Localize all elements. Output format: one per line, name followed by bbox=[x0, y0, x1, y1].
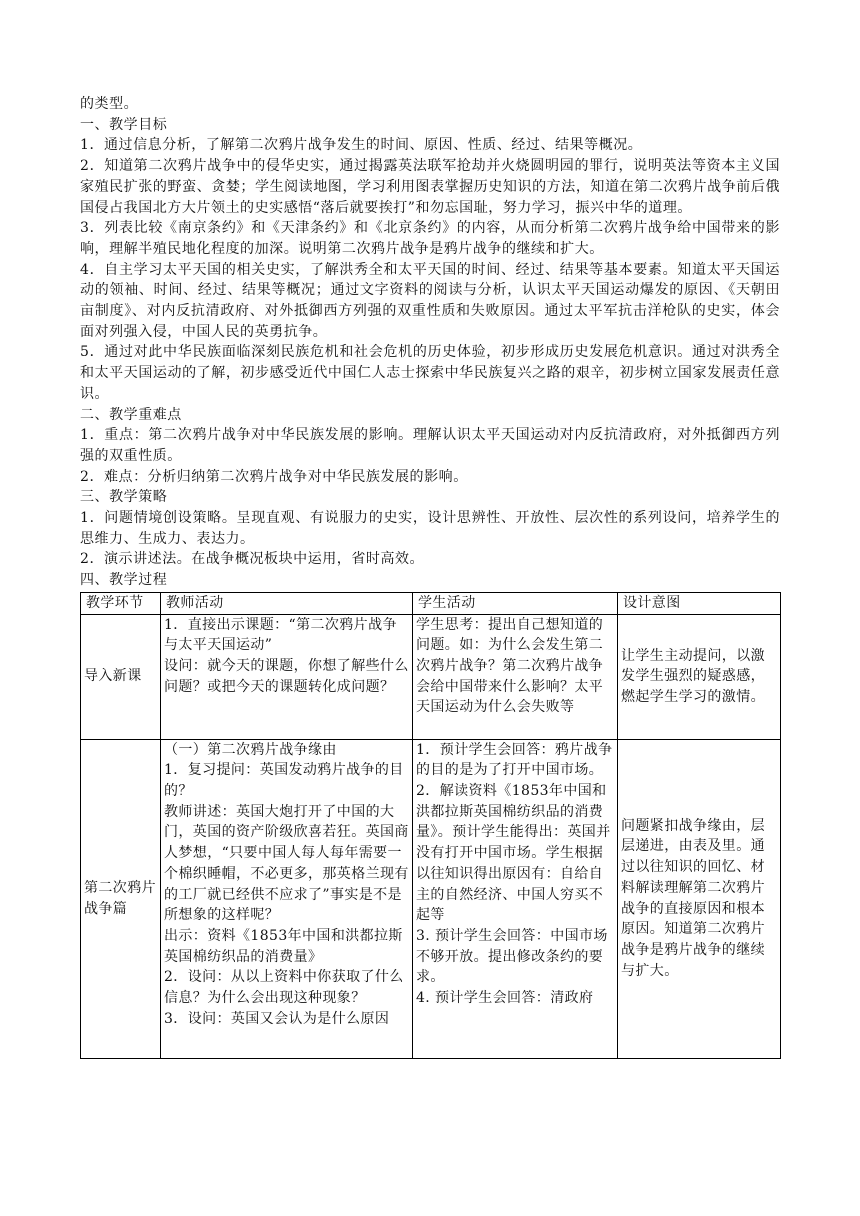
paragraph: 2．知道第二次鸦片战争中的侵华史实，通过揭露英法联军抢劫并火烧圆明园的罪行，说明英法等资本主义国家殖民扩张的野蛮、贪婪；学生阅读地图，学习利用图表掌握历史知识的方法，知道在第二次鸦片战争前后俄国侵占我国北方大片领土的史实感悟“落后就要挨打”和勿忘国耻，努力学习，振兴中华的道理。 bbox=[80, 158, 780, 216]
cell-teacher: （一）第二次鸦片战争缘由 1．复习提问：英国发动鸦片战争的目的？ 教师讲述：英国大炮打开了中国的大门，英国的资产阶级欣喜若狂。英国商人梦想，“只要中国人每人每年需要一个棉织睡帽，不必更多，那英格兰现有的工厂就已经供不应求了”事实是不是所想象的这样呢？ 出示：资料《1853年中国和洪都拉斯英国棉纺织品的消费量》 2．设问：从以上资料中你获取了什么信息？为什么会出现这种现象？ 3．设问：英国又会认为是什么原因 bbox=[161, 739, 413, 1058]
paragraph: 4．自主学习太平天国的相关史实，了解洪秀全和太平天国的时间、经过、结果等基本要素。知道太平天国运动的领袖、时间、经过、结果等概况；通过文字资料的阅读与分析，认识太平天国运动爆发的原因、《天朝田亩制度》、对内反抗清政府、对外抵御西方列强的双重性质和失败原因。通过太平军抗击洋枪队的史实，体会面对列强入侵，中国人民的英勇抗争。 bbox=[80, 261, 780, 340]
header-stage: 教学环节 bbox=[81, 592, 161, 614]
paragraph: 1．通过信息分析，了解第二次鸦片战争发生的时间、原因、性质、经过、结果等概况。 bbox=[80, 137, 643, 154]
table-row bbox=[81, 739, 781, 1058]
document-page bbox=[80, 94, 780, 1059]
table-row bbox=[81, 614, 781, 739]
paragraph: 1．问题情境创设策略。呈现直观、有说服力的史实，设计思辨性、开放性、层次性的系列设问，培养学生的思维力、生成力、表达力。 bbox=[80, 510, 780, 547]
header-teacher: 教师活动 bbox=[161, 592, 413, 614]
cell-teacher: 1．直接出示课题：“第二次鸦片战争与太平天国运动” 设问：就今天的课题，你想了解些什么问题？或把今天的课题转化成问题？ bbox=[161, 614, 413, 739]
paragraph: 1．重点：第二次鸦片战争对中华民族发展的影响。理解认识太平天国运动对内反抗清政府，对外抵御西方列强的双重性质。 bbox=[80, 427, 780, 464]
paragraph: 的类型。 bbox=[80, 96, 139, 112]
section-heading-strategy: 三、教学策略 bbox=[80, 489, 168, 506]
header-student: 学生活动 bbox=[413, 592, 618, 614]
section-heading-key-points: 二、教学重难点 bbox=[80, 406, 182, 423]
cell-stage: 第二次鸦片战争篇 bbox=[81, 739, 161, 1058]
cell-student: 1．预计学生会回答：鸦片战争的目的是为了打开中国市场。 2．解读资料《1853年中国和洪都拉斯英国棉纺织品的消费量》。预计学生能得出：英国并没有打开中国市场。学生根据以往知识得出原因有：自给自主的自然经济、中国人穷买不起等 3. 预计学生会回答：中国市场不够开放。提出修改条约的要求。 4. 预计学生会回答：清政府 bbox=[413, 739, 618, 1058]
paragraph: 5．通过对此中华民族面临深刻民族危机和社会危机的历史体验，初步形成历史发展危机意识。通过对洪秀全和太平天国运动的了解，初步感受近代中国仁人志士探索中华民族复兴之路的艰辛，初步树立国家发展责任意识。 bbox=[80, 344, 780, 402]
paragraph: 3．列表比较《南京条约》和《天津条约》和《北京条约》的内容，从而分析第二次鸦片战争给中国带来的影响，理解半殖民地化程度的加深。说明第二次鸦片战争是鸦片战争的继续和扩大。 bbox=[80, 220, 780, 257]
header-intent: 设计意图 bbox=[618, 592, 781, 614]
section-heading-goals: 一、教学目标 bbox=[80, 116, 168, 133]
cell-intent: 问题紧扣战争缘由，层层递进，由表及里。通过以往知识的回忆、材料解读理解第二次鸦片战争的直接原因和根本原因。知道第二次鸦片战争是鸦片战争的继续与扩大。 bbox=[618, 739, 781, 1058]
cell-student: 学生思考：提出自己想知道的问题。如：为什么会发生第二次鸦片战争？第二次鸦片战争会给中国带来什么影响？太平天国运动为什么会失败等 bbox=[413, 614, 618, 739]
cell-stage: 导入新课 bbox=[81, 614, 161, 739]
table-header-row bbox=[81, 592, 781, 614]
cell-intent: 让学生主动提问，以激发学生强烈的疑惑感，燃起学生学习的激情。 bbox=[618, 614, 781, 739]
paragraph: 2．难点：分析归纳第二次鸦片战争对中华民族发展的影响。 bbox=[80, 468, 468, 485]
teaching-process-table bbox=[80, 592, 781, 1059]
paragraph: 2．演示讲述法。在战争概况板块中运用，省时高效。 bbox=[80, 551, 425, 568]
section-heading-process: 四、教学过程 bbox=[80, 572, 168, 589]
